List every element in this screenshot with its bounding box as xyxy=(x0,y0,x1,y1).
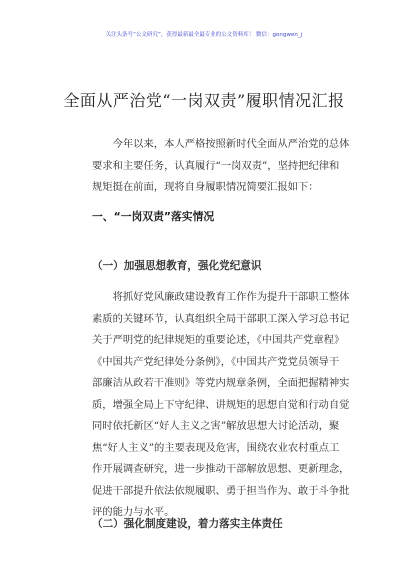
body-line: 焦“好人主义”的主要表现及危害，围绕农业农村重点工 xyxy=(92,441,340,454)
intro-line: 规矩挺在前面，现将自身履职情况简要汇报如下： xyxy=(92,181,319,193)
section-heading: 一、“一岗双责”落实情况 xyxy=(92,210,215,223)
body-line: 质，增强全局上下守纪律、讲规矩的思想自觉和行动自觉 xyxy=(92,398,350,411)
body-line: 将抓好党风廉政建设教育工作作为提升干部职工整体 xyxy=(112,291,350,303)
body-line: 同时依托新区“好人主义之害”解放思想大讨论活动，聚 xyxy=(92,420,340,432)
document-title: 全面从严治党“一岗双责”履职情况汇报 xyxy=(63,91,345,110)
intro-line: 要求和主要任务，认真履行“一岗双责”，坚持把纪律和 xyxy=(92,159,340,172)
intro-paragraph xyxy=(92,134,350,199)
header-banner: 关注头条号“公文研究”，获得最新最全最专业的公文资料库！ 微信：gongwen_j xyxy=(105,32,303,38)
subsection-heading: （二）强化制度建设，着力落实主体责任 xyxy=(92,518,283,530)
body-line: 部廉洁从政若干准则》等党内规章条例，全面把握精神实 xyxy=(92,377,350,389)
body-line: 素质的关键环节，认真组织全局干部职工深入学习总书记 xyxy=(92,312,350,325)
body-paragraph xyxy=(92,287,350,524)
body-line: 促进干部提升依法依规履职、勇于担当作为、敢于斗争批 xyxy=(92,484,350,497)
body-line: 作开展调查研究，进一步推动干部解放思想、更新理念， xyxy=(92,463,350,475)
body-line: 《中国共产党纪律处分条例》，《中国共产党党员领导干 xyxy=(92,355,340,368)
intro-line: 今年以来，本人严格按照新时代全面从严治党的总体 xyxy=(112,138,350,150)
body-line: 评的能力与水平。 xyxy=(92,506,175,518)
subsection-heading: （一）加强思想教育，强化党纪意识 xyxy=(92,260,262,272)
body-line: 关于严明党的纪律规矩的重要论述，《中国共产党章程》 xyxy=(92,334,345,346)
